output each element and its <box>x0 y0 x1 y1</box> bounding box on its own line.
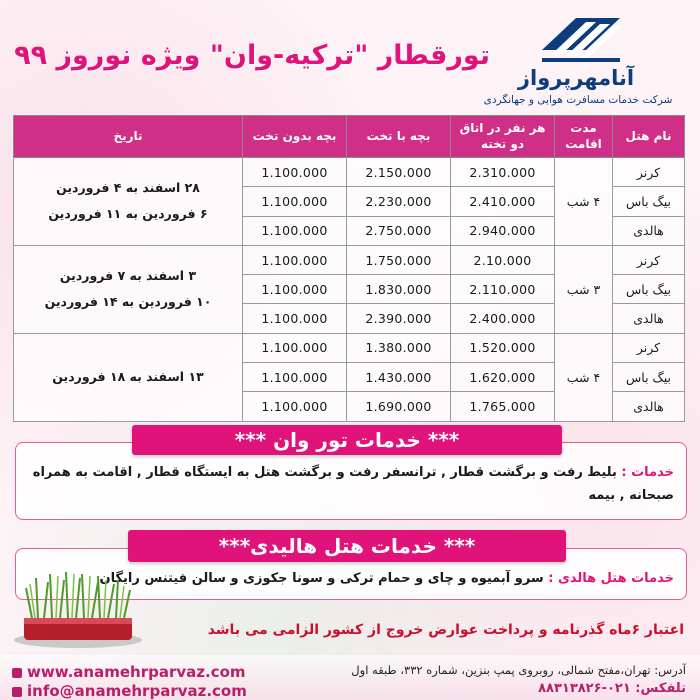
page-title: تورقطار "ترکیه-وان" ویژه نوروز ۹۹ <box>14 40 490 71</box>
hotel-services-label: خدمات هتل هالدی : <box>548 571 674 586</box>
double-room-price-cell: 2.410.000 <box>451 187 555 216</box>
double-room-price-cell: 2.310.000 <box>451 158 555 187</box>
child-without-bed-price-cell: 1.100.000 <box>243 333 347 362</box>
mail-icon <box>12 687 22 697</box>
col-double-header: هر نفر در اتاق دو تخته <box>451 116 555 158</box>
col-hotel-header: نام هتل <box>613 116 685 158</box>
col-child-nobed-header: بچه بدون تخت <box>243 116 347 158</box>
hotel-name-cell: بیگ باس <box>613 187 685 216</box>
company-subtitle: شرکت خدمات مسافرت هوایی و جهانگردی <box>483 94 673 106</box>
col-stay-header: مدت اقامت <box>555 116 613 158</box>
child-without-bed-price-cell: 1.100.000 <box>243 245 347 274</box>
email-link[interactable] <box>12 682 247 700</box>
child-without-bed-price-cell: 1.100.000 <box>243 216 347 245</box>
double-room-price-cell: 1.520.000 <box>451 333 555 362</box>
tour-services-text <box>24 462 674 508</box>
table-row <box>14 333 685 362</box>
date-range: ۶ فروردین به ۱۱ فروردین <box>48 206 208 222</box>
hotel-services-content: سرو آبمیوه و چای و حمام ترکی و سونا جکوزی و سالن فیتنس رایگان <box>99 571 549 586</box>
stay-cell: ۴ شب <box>555 158 613 246</box>
hotel-name-cell: هالدی <box>613 392 685 421</box>
double-room-price-cell: 2.940.000 <box>451 216 555 245</box>
hotel-name-cell: کرنر <box>613 245 685 274</box>
hotel-name-cell: بیگ باس <box>613 275 685 304</box>
logo-emblem-icon <box>536 12 626 64</box>
date-range: ۲۸ اسفند به ۴ فروردین <box>56 180 200 196</box>
hotel-name-cell: هالدی <box>613 216 685 245</box>
child-without-bed-price-cell: 1.100.000 <box>243 187 347 216</box>
child-with-bed-price-cell: 1.750.000 <box>347 245 451 274</box>
date-range: ۳ اسفند به ۷ فروردین <box>59 268 197 284</box>
child-with-bed-price-cell: 1.690.000 <box>347 392 451 421</box>
phone-text: تلفکس: ۰۲۱-۸۸۳۱۳۸۲۶ <box>538 681 686 696</box>
stay-cell: ۳ شب <box>555 245 613 333</box>
date-range-cell <box>14 333 243 421</box>
child-with-bed-price-cell: 1.830.000 <box>347 275 451 304</box>
hotel-name-cell: کرنر <box>613 158 685 187</box>
hotel-services-title: *** خدمات هتل هالیدی*** <box>128 530 566 562</box>
header <box>0 0 700 110</box>
address-text: آدرس: تهران،مفتح شمالی، روبروی پمپ بنزین، شماره ۳۳۲، طبقه اول <box>351 663 686 677</box>
table-header-row <box>14 116 685 158</box>
sabzeh-grass-icon <box>8 568 148 648</box>
tour-services-title: *** خدمات تور وان *** <box>132 425 562 455</box>
date-range-cell <box>14 245 243 333</box>
double-room-price-cell: 1.765.000 <box>451 392 555 421</box>
child-without-bed-price-cell: 1.100.000 <box>243 275 347 304</box>
child-without-bed-price-cell: 1.100.000 <box>243 304 347 333</box>
website-link[interactable] <box>12 663 246 681</box>
hotel-name-cell: هالدی <box>613 304 685 333</box>
double-room-price-cell: 2.10.000 <box>451 245 555 274</box>
hotel-name-cell: بیگ باس <box>613 363 685 392</box>
child-with-bed-price-cell: 1.430.000 <box>347 363 451 392</box>
globe-icon <box>12 668 22 678</box>
date-range: ۱۰ فروردین به ۱۴ فروردین <box>44 294 212 310</box>
col-date-header: تاریخ <box>14 116 243 158</box>
col-child-bed-header: بچه با تخت <box>347 116 451 158</box>
date-range-cell <box>14 158 243 246</box>
child-with-bed-price-cell: 2.230.000 <box>347 187 451 216</box>
email-text: info@anamehrparvaz.com <box>27 682 247 700</box>
child-with-bed-price-cell: 2.750.000 <box>347 216 451 245</box>
child-without-bed-price-cell: 1.100.000 <box>243 158 347 187</box>
date-range: ۱۳ اسفند به ۱۸ فروردین <box>52 369 204 385</box>
double-room-price-cell: 2.400.000 <box>451 304 555 333</box>
child-with-bed-price-cell: 1.380.000 <box>347 333 451 362</box>
child-without-bed-price-cell: 1.100.000 <box>243 363 347 392</box>
company-logo <box>483 12 686 112</box>
double-room-price-cell: 2.110.000 <box>451 275 555 304</box>
table-row <box>14 245 685 274</box>
company-name: آنامهرپرواز <box>517 66 635 90</box>
child-with-bed-price-cell: 2.150.000 <box>347 158 451 187</box>
stay-cell: ۴ شب <box>555 333 613 421</box>
tour-services-content: بلیط رفت و برگشت قطار , ترانسفر رفت و برگشت هتل به ایستگاه قطار , اقامت به همراه صبحانه , بیمه <box>32 465 674 503</box>
tour-price-table <box>13 115 685 422</box>
passport-validity-note: اعتبار ۶ماه گذرنامه و پرداخت عوارض خروج از کشور الزامی می باشد <box>207 622 684 638</box>
tour-services-label: خدمات : <box>621 465 674 480</box>
website-text: www.anamehrparvaz.com <box>27 663 246 681</box>
hotel-name-cell: کرنر <box>613 333 685 362</box>
double-room-price-cell: 1.620.000 <box>451 363 555 392</box>
child-without-bed-price-cell: 1.100.000 <box>243 392 347 421</box>
table-row <box>14 158 685 187</box>
child-with-bed-price-cell: 2.390.000 <box>347 304 451 333</box>
